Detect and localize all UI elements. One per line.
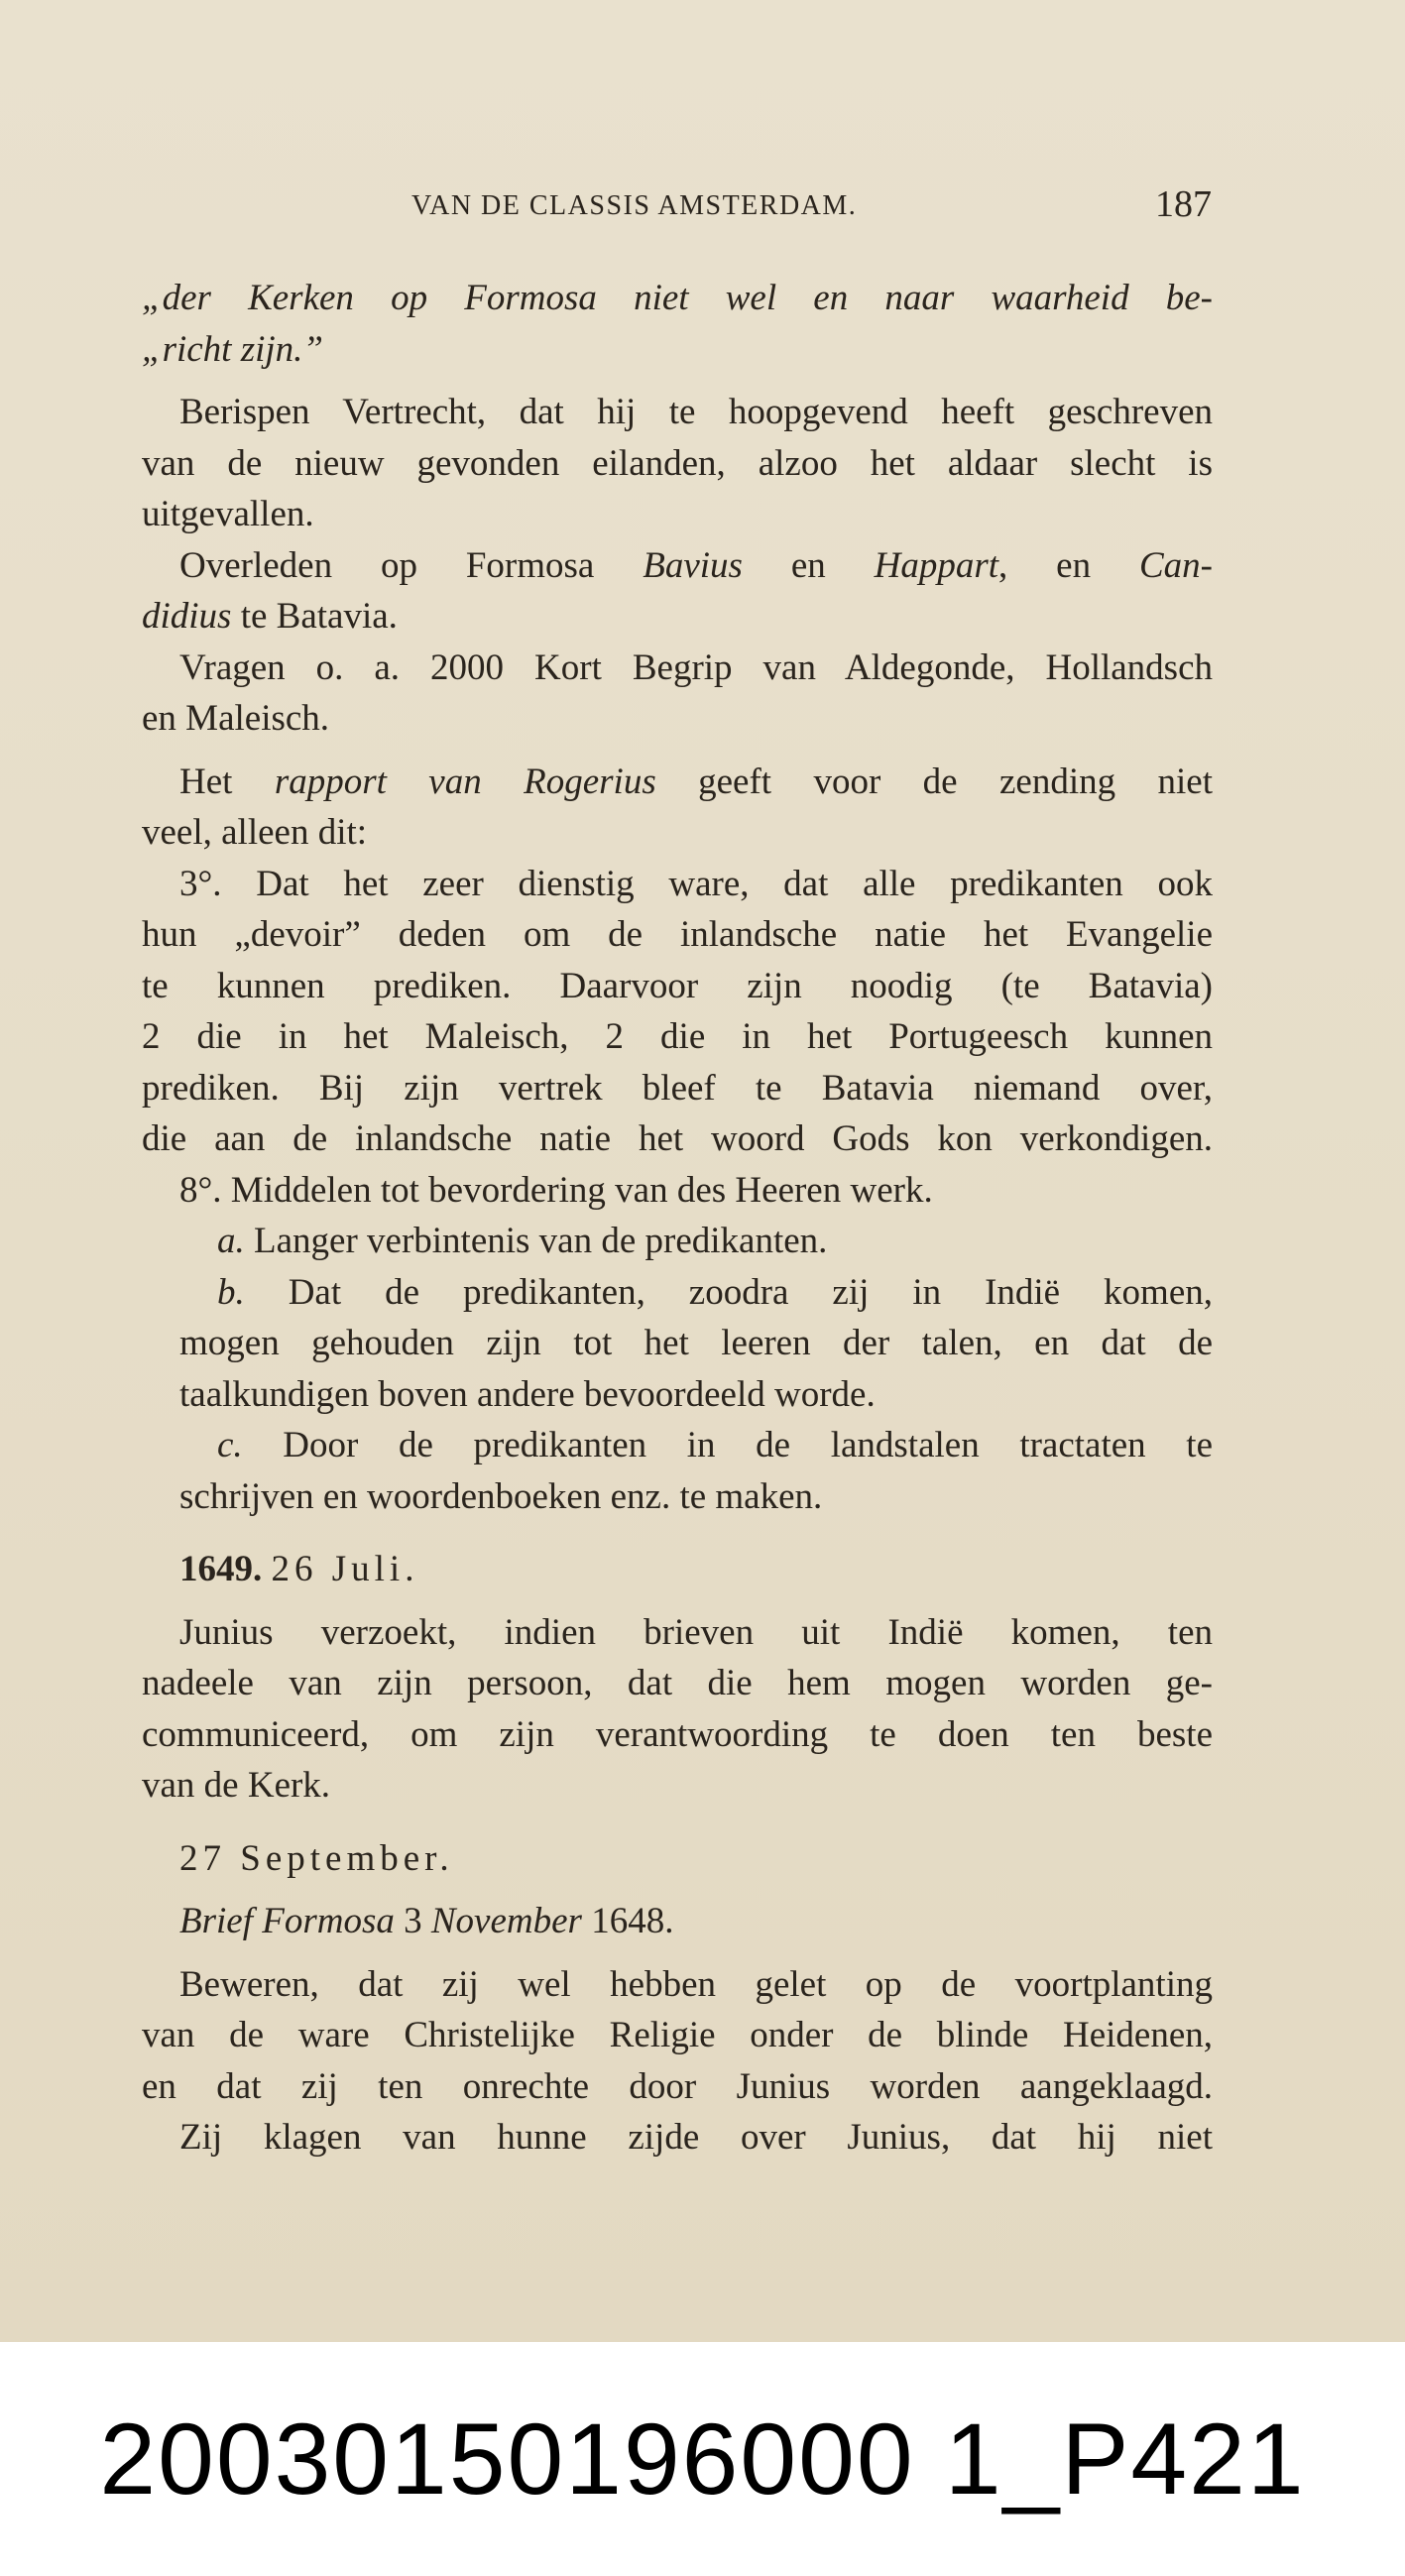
paragraph-point-8 [142,1165,1213,1523]
text-line: Zij klagen van hunne zijde over Junius, dat hij niet [179,2117,1213,2158]
text-run: Dat de predikanten, zoodra zij in Indië komen, [244,1271,1213,1313]
year-label: 1649. [179,1549,263,1589]
text-run: Brief Formosa [179,1901,395,1941]
list-label: c. [217,1425,243,1465]
text-line: en dat zij ten onrechte door Junius worden aangeklaagd. [142,2065,1213,2107]
text-line: „richt zijn.” [142,328,323,370]
text-run: 1648. [581,1901,674,1941]
text-line: Beweren, dat zij wel hebben gelet op de voortplanting [179,1963,1213,2005]
list-item-b [142,1267,1213,1319]
text-run: en [742,544,875,586]
list-label: a. [217,1221,245,1261]
text-line: schrijven en woordenboeken enz. te maken. [179,1475,823,1517]
name-candidius-part: Can- [1138,544,1213,586]
text-run: November [430,1901,582,1941]
name-bavius: Bavius [643,544,743,586]
text-run: te Batavia. [231,596,398,637]
text-line [142,591,1213,643]
text-line: 2 die in het Maleisch, 2 die in het Portugeesch kunnen [142,1016,1213,1057]
list-item-c [142,1420,1213,1471]
text-line: veel, alleen dit: [142,812,368,853]
paragraph-quote [142,273,1213,375]
text-run: Langer verbintenis van de predikanten. [244,1221,828,1261]
paragraph-vragen [142,643,1213,745]
paragraph-overleden [142,540,1213,643]
text-line: 3°. Dat het zeer dienstig ware, dat alle predikanten ook [179,863,1213,904]
name-happart: Happart [874,544,999,586]
paragraph-berispen [142,387,1213,540]
text-line [142,1896,1213,1947]
text-line: van de Kerk. [142,1765,331,1806]
rapport-title: rapport van Rogerius [274,761,656,802]
text-line [142,540,1213,592]
text-run: geeft voor de zending niet [655,761,1213,802]
text-line: en Maleisch. [142,698,330,739]
paragraph-rapport [142,757,1213,859]
text-line: nadeele van zijn persoon, dat die hem mogen worden ge- [142,1663,1213,1703]
text-line: uitgevallen. [142,494,314,534]
paragraph-junius [142,1607,1213,1812]
text-line: „der Kerken op Formosa niet wel en naar waarheid be- [142,278,1213,318]
text-line: hun „devoir” deden om de inlandsche natie het Evangelie [142,914,1213,955]
text-line [142,757,1213,808]
text-line: Berispen Vertrecht, dat hij te hoopgevend heeft geschreven [179,392,1213,432]
text-line: prediken. Bij zijn vertrek bleef te Batavia niemand over, [142,1067,1213,1109]
brief-heading [142,1896,1213,1947]
scan-identifier: 20030150196000 1_P421 [99,2401,1306,2516]
text-line: van de nieuw gevonden eilanden, alzoo het aldaar slecht is [142,442,1213,484]
text-line: Junius verzoekt, indien brieven uit Indië komen, ten [179,1611,1213,1653]
date-heading-1649 [142,1544,1213,1595]
page-number: 187 [1155,183,1212,225]
text-line: 8°. Middelen tot bevordering van des Heeren werk. [179,1169,933,1211]
running-title: VAN DE CLASSIS AMSTERDAM. [411,190,858,221]
text-line [142,1544,1213,1595]
running-header [411,183,1212,226]
list-item-a [142,1216,1213,1267]
text-run: Door de predikanten in de landstalen tractaten te [242,1425,1213,1465]
date-heading-september [142,1833,1213,1885]
text-run: , en [998,544,1139,586]
paragraph-point-3 [142,859,1213,1165]
date-label: 26 Juli. [271,1549,419,1589]
text-line: die aan de inlandsche natie het woord Gods kon verkondigen. [142,1118,1213,1159]
text-run: 3 [394,1901,431,1941]
text-line: taalkundigen boven andere bevoordeeld worde. [179,1373,876,1415]
name-candidius-part: didius [142,596,232,637]
text-line: Vragen o. a. 2000 Kort Begrip van Aldegonde, Hollandsch [179,646,1213,688]
paragraph-beweren [142,1959,1213,2164]
text-line: communiceerd, om zijn verantwoording te doen ten beste [142,1713,1213,1755]
text-run: Het [179,761,275,802]
list-label: b. [217,1271,245,1313]
text-line: te kunnen prediken. Daarvoor zijn noodig (te Batavia) [142,965,1213,1006]
text-run: Overleden op Formosa [179,544,644,586]
text-line: mogen gehouden zijn tot het leeren der talen, en dat de [179,1323,1213,1363]
body-text [142,273,1213,2164]
date-label: 27 September. [179,1837,454,1879]
scan-identifier-strip [0,2342,1405,2576]
text-line: van de ware Christelijke Religie onder de blinde Heidenen, [142,2015,1213,2055]
